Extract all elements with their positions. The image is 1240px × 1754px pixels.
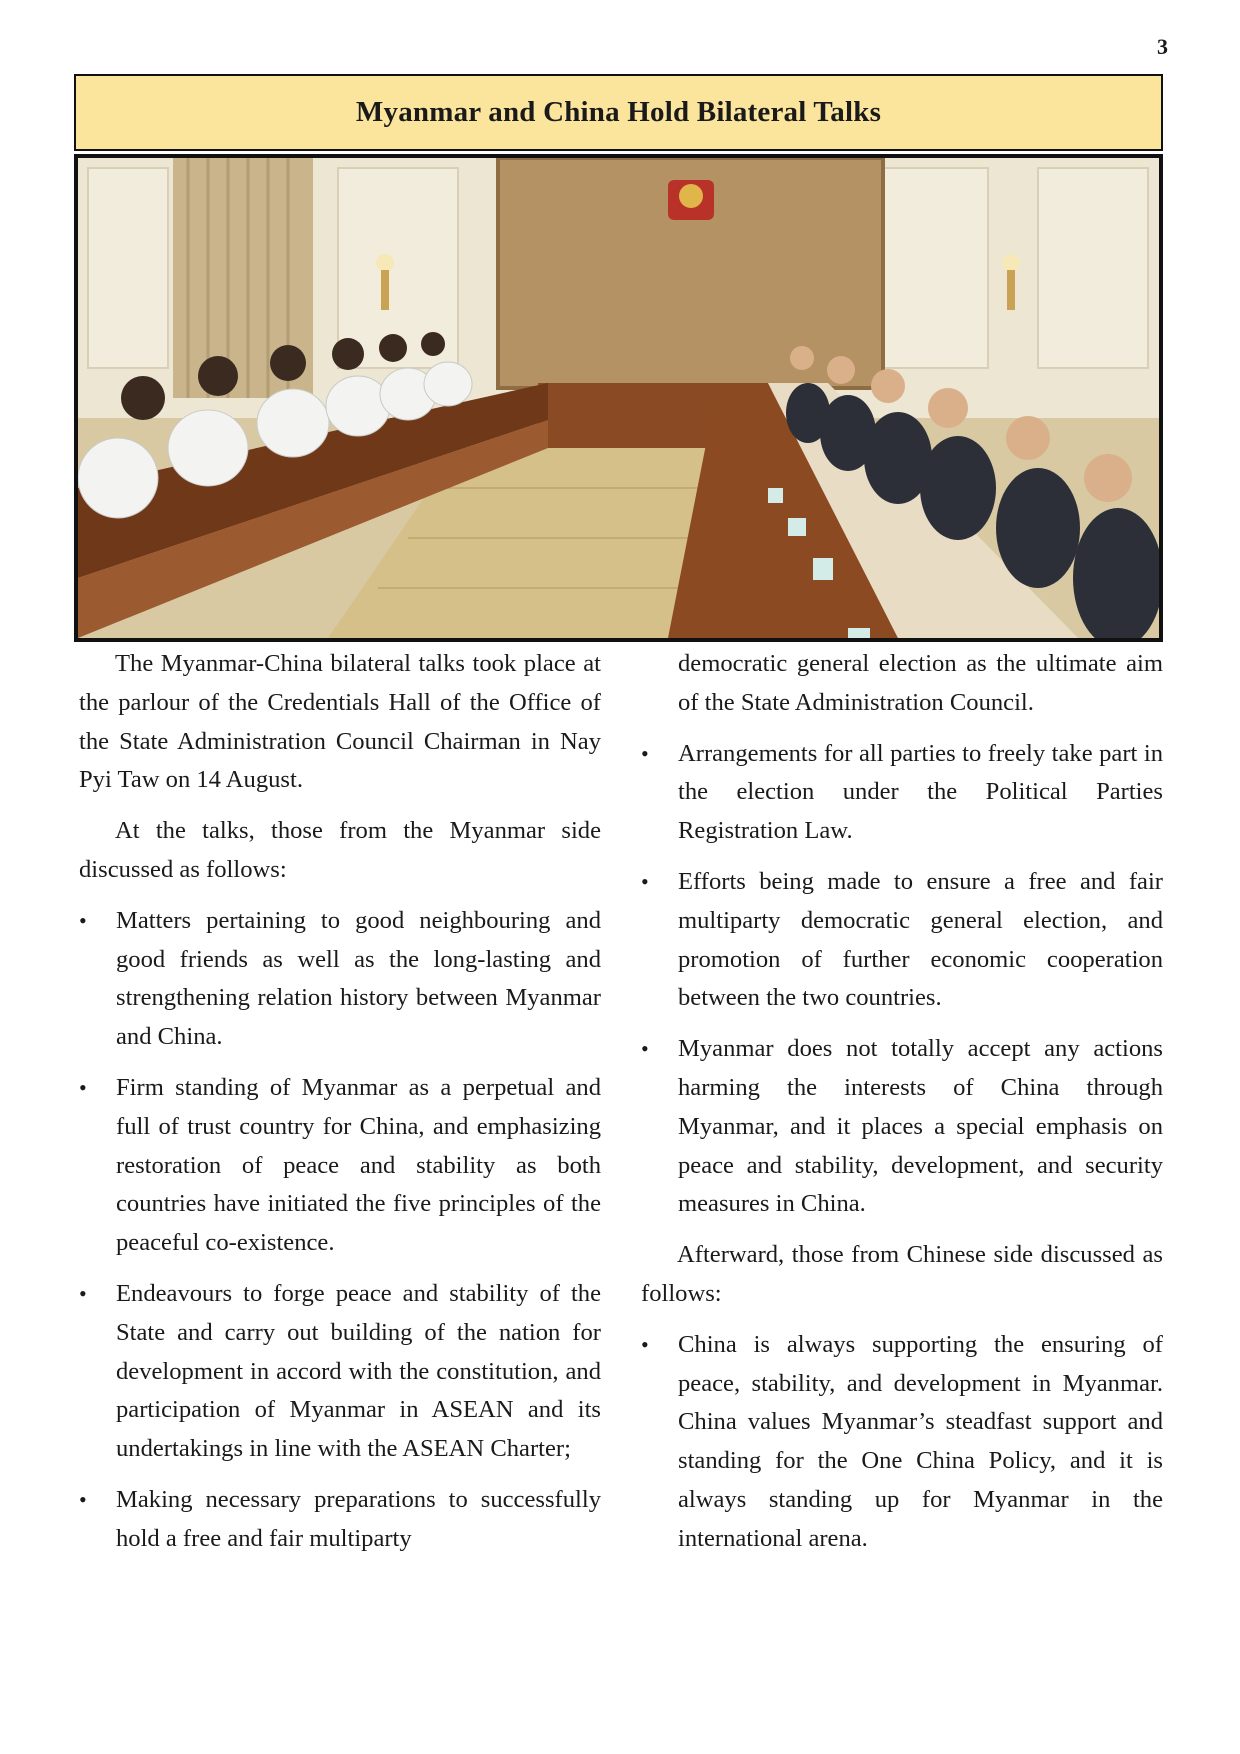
left-column bbox=[79, 645, 601, 1571]
bullet-icon: • bbox=[79, 907, 87, 933]
list-item bbox=[641, 1326, 1163, 1559]
chinese-points-list bbox=[641, 1326, 1163, 1559]
meeting-photo bbox=[74, 154, 1163, 642]
list-item-text: Myanmar does not totally accept any actions harming the interests of China through Myanmar, and it places a special emphasis on peace and stability, development, and security measures in China. bbox=[678, 1035, 1163, 1218]
bullet-icon: • bbox=[79, 1280, 87, 1306]
list-item-continuation bbox=[641, 645, 1163, 723]
list-item-text: China is always supporting the ensuring of peace, stability, and development in Myanmar. China values Myanmar’s steadfast support and standing for the One China Policy, and it is always standing up for Myanmar in the international arena. bbox=[678, 1330, 1163, 1552]
bullet-icon: • bbox=[79, 1486, 87, 1512]
myanmar-points-list-continued bbox=[641, 645, 1163, 1224]
list-item-text: Arrangements for all parties to freely take part in the election under the Political Parties Registration Law. bbox=[678, 739, 1163, 845]
list-item bbox=[79, 902, 601, 1057]
list-item-text: Efforts being made to ensure a free and fair multiparty democratic general election, and promotion of further economic cooperation between the two countries. bbox=[678, 867, 1163, 1012]
list-item bbox=[641, 863, 1163, 1018]
list-item bbox=[641, 1030, 1163, 1224]
list-item-text: Matters pertaining to good neighbouring and good friends as well as the long-lasting and strengthening relation history between Myanmar and China. bbox=[116, 906, 601, 1051]
list-item bbox=[79, 1481, 601, 1559]
bullet-icon: • bbox=[641, 1331, 649, 1357]
intro-paragraph: The Myanmar-China bilateral talks took place at the parlour of the Credentials Hall of the Office of the State Administration Council Chairman in Nay Pyi Taw on 14 August. bbox=[79, 650, 601, 794]
list-item-text: Firm standing of Myanmar as a perpetual and full of trust country for China, and emphasizing restoration of peace and stability as both countries have initiated the five principles of the peaceful co-existence. bbox=[116, 1073, 601, 1257]
right-column bbox=[641, 645, 1163, 1571]
list-item-text: Endeavours to forge peace and stability of the State and carry out building of the nation for development in accord with the constitution, and participation of Myanmar in ASEAN and its undertakings in line with the ASEAN Charter; bbox=[116, 1279, 601, 1463]
photo-meeting-illustration bbox=[78, 158, 1159, 638]
list-item-text: Making necessary preparations to successfully hold a free and fair multiparty bbox=[116, 1485, 601, 1552]
bullet-icon: • bbox=[79, 1074, 87, 1100]
bullet-icon: • bbox=[641, 1036, 649, 1062]
bullet-icon: • bbox=[641, 868, 649, 894]
myanmar-side-paragraph: At the talks, those from the Myanmar side discussed as follows: bbox=[79, 817, 601, 883]
article-title-box bbox=[74, 74, 1163, 151]
list-item-text: democratic general election as the ultimate aim of the State Administration Council. bbox=[678, 650, 1163, 716]
bullet-icon: • bbox=[641, 740, 649, 766]
list-item bbox=[641, 735, 1163, 851]
list-item bbox=[79, 1069, 601, 1263]
article-title: Myanmar and China Hold Bilateral Talks bbox=[355, 96, 882, 128]
list-item bbox=[79, 1275, 601, 1469]
myanmar-points-list bbox=[79, 902, 601, 1559]
chinese-side-paragraph: Afterward, those from Chinese side discussed as follows: bbox=[641, 1241, 1163, 1307]
page-number: 3 bbox=[1157, 34, 1168, 59]
